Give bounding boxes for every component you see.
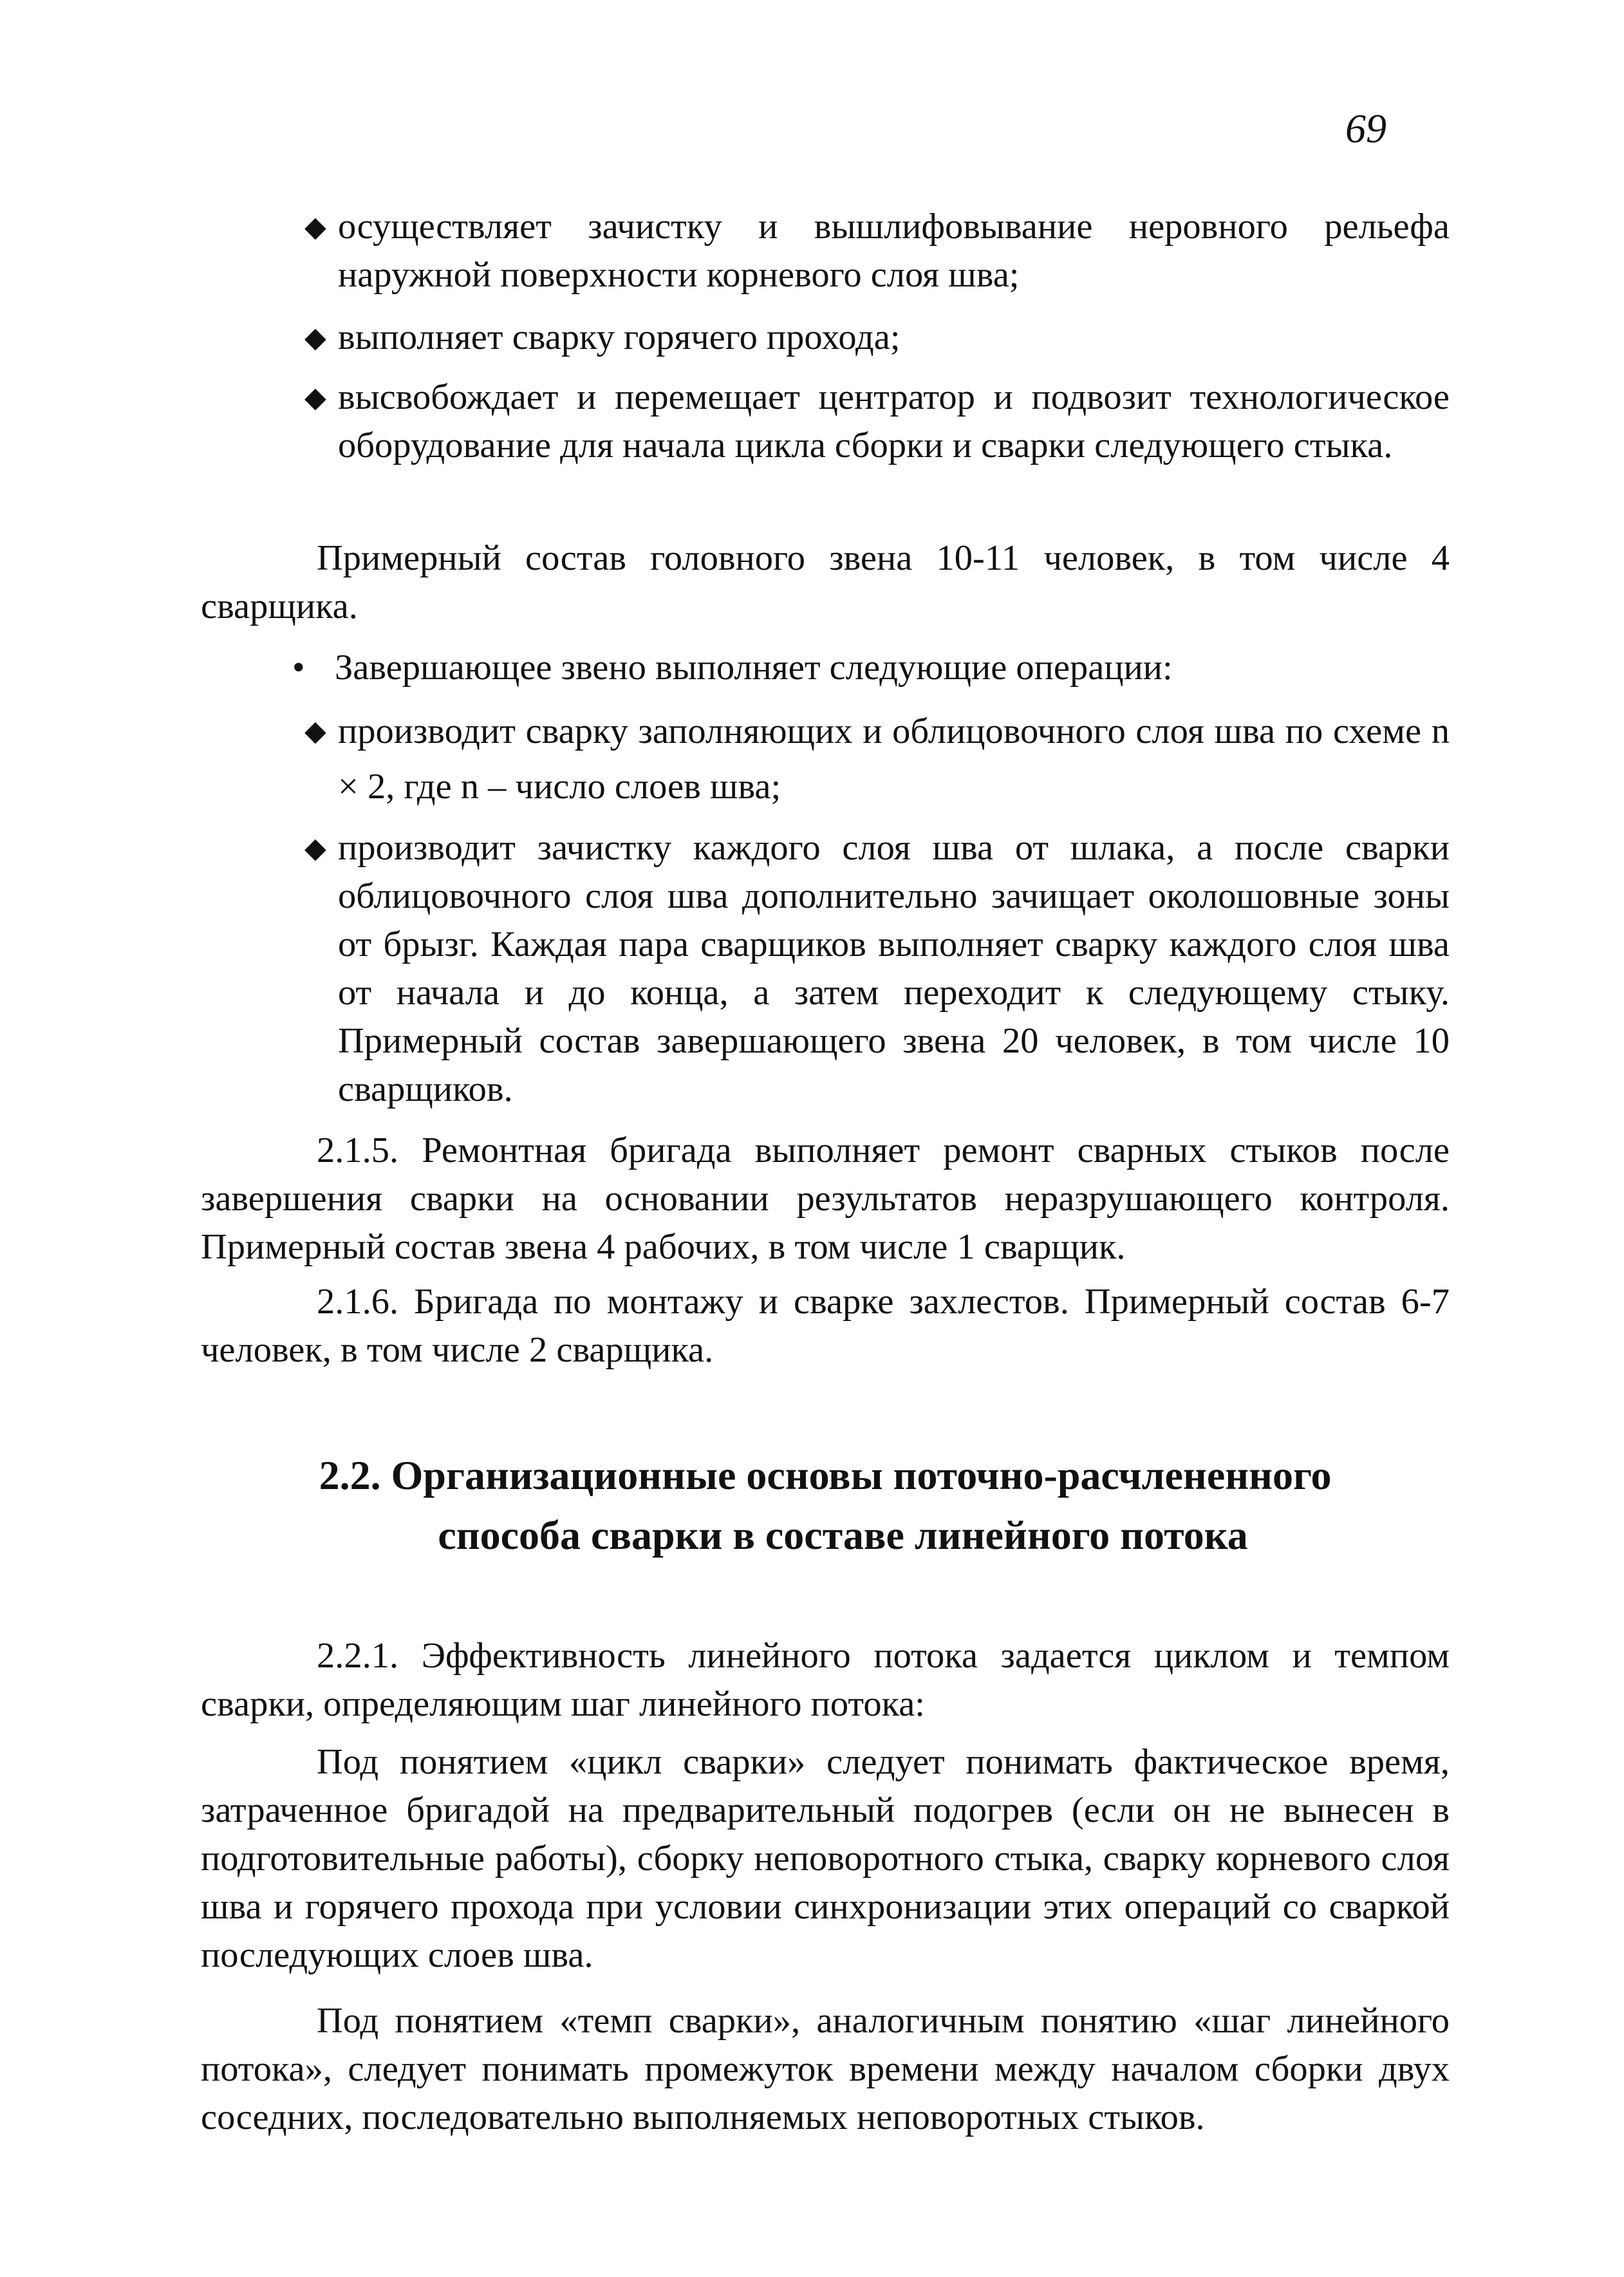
round-bullet-icon: •: [292, 648, 305, 688]
list-item: [304, 704, 1450, 814]
diamond-bullet-icon: ◆: [304, 211, 326, 243]
list-item-text: производит сварку заполняющих и облицовочного слоя шва по схеме n × 2, где n – число слоев шва;: [338, 711, 1450, 807]
list-item-text: осуществляет зачистку и вышлифовывание неровного рельефа наружной поверхности корневого слоя шва;: [338, 207, 1450, 295]
diamond-bullet-icon: ◆: [304, 832, 326, 864]
list-item: [304, 824, 1450, 1114]
section-heading-line: способа сварки в составе линейного потока: [438, 1512, 1248, 1558]
list-item: [304, 373, 1450, 470]
list-item-text: высвобождает и перемещает центратор и подвозит технологическое оборудование для начала цикла сборки и сварки следующего стыка.: [338, 377, 1450, 465]
paragraph-2-1-5: 2.1.5. Ремонтная бригада выполняет ремонт сварных стыков после завершения сварки на основании результатов неразрушающего контроля. Примерный состав звена 4 рабочих, в том числе 1 сварщик.: [201, 1130, 1450, 1267]
diamond-bullet-icon: ◆: [304, 322, 326, 353]
list-item: [304, 314, 1450, 362]
list-item-text: выполняет сварку горячего прохода;: [338, 317, 901, 357]
section-heading: [201, 1445, 1450, 1565]
page-number: 69: [1345, 106, 1386, 151]
paragraph-tempo-definition: Под понятием «темп сварки», аналогичным понятию «шаг линейного потока», следует понимать промежуток времени между началом сборки двух соседних, последовательно выполняемых неповоротных стыков.: [201, 2001, 1450, 2137]
diamond-bullet-icon: ◆: [304, 382, 326, 413]
list-item-text: Завершающее звено выполняет следующие операции:: [335, 648, 1173, 688]
list-item-text: производит зачистку каждого слоя шва от шлака, а после сварки облицовочного слоя шва дополнительно зачищает околошовные зоны от брызг. Каждая пара сварщиков выполняет сварку каждого слоя шва от начала и до конца, а затем переходит к следующему стыку. Примерный состав завершающего звена 20 человек, в том числе 10 сварщиков.: [338, 828, 1450, 1109]
list-item: [292, 644, 1446, 692]
section-heading-line: 2.2. Организационные основы поточно-расчлененного: [319, 1452, 1332, 1498]
paragraph-2-1-6: 2.1.6. Бригада по монтажу и сварке захлестов. Примерный состав 6-7 человек, в том числе 2 сварщика.: [201, 1282, 1450, 1370]
paragraph-cycle-definition: Под понятием «цикл сварки» следует понимать фактическое время, затраченное бригадой на предварительный подогрев (если он не вынесен в подготовительные работы), сборку неповоротного стыка, сварку корневого слоя шва и горячего прохода при условии синхронизации этих операций со сваркой последующих слоев шва.: [201, 1742, 1450, 1975]
diamond-bullet-icon: ◆: [304, 715, 326, 747]
paragraph-head-composition: Примерный состав головного звена 10-11 человек, в том числе 4 сварщика.: [201, 538, 1450, 626]
list-item: [304, 203, 1450, 299]
paragraph-2-2-1: 2.2.1. Эффективность линейного потока задается циклом и темпом сварки, определяющим шаг линейного потока:: [201, 1636, 1450, 1724]
